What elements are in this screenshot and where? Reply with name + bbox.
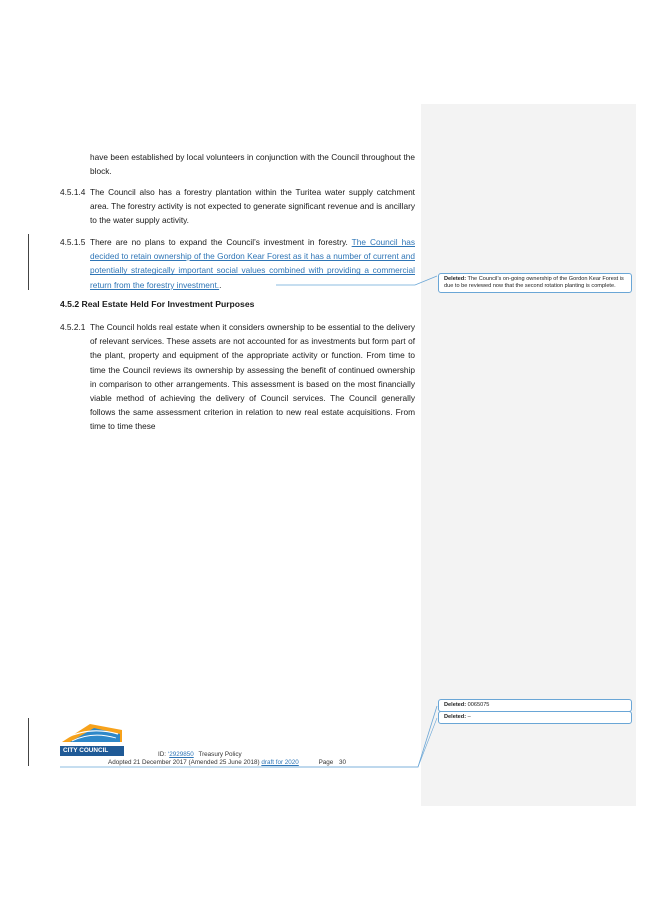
paragraph-continuation: have been established by local volunteers in conjunction with the Council throughout the block. bbox=[90, 152, 415, 177]
paragraph-number: 4.5.1.4 bbox=[60, 187, 86, 197]
footer-draft-text[interactable]: draft for 2020 bbox=[261, 759, 299, 766]
paragraph-4515 bbox=[90, 235, 415, 292]
footer-id-value[interactable]: 2929850 bbox=[169, 751, 194, 758]
deleted-comment-balloon[interactable] bbox=[438, 273, 632, 293]
paragraph-text: There are no plans to expand the Council’s investment in forestry. bbox=[90, 237, 348, 247]
change-bar bbox=[28, 234, 29, 290]
footer-id-mark: ‘ bbox=[167, 751, 170, 758]
deleted-comment-balloon[interactable] bbox=[438, 711, 632, 724]
comment-text: 0065075 bbox=[467, 702, 490, 708]
comment-text: – bbox=[467, 714, 471, 720]
city-council-logo bbox=[60, 720, 124, 756]
footer-page-label: Page bbox=[318, 759, 334, 766]
footer-adopted-line bbox=[108, 759, 346, 767]
paragraph-4514: The Council also has a forestry plantation within the Turitea water supply catchment area. The forestry activity is not expected to generate significant revenue and is ancillary to the water supply activity. bbox=[90, 187, 415, 226]
comment-label: Deleted: bbox=[444, 714, 467, 720]
section-heading: 4.5.2 Real Estate Held For Investment Purposes bbox=[60, 299, 255, 309]
change-bar bbox=[28, 718, 29, 766]
footer-page-number: 30 bbox=[339, 759, 347, 766]
paragraph-number: 4.5.1.5 bbox=[60, 237, 86, 247]
paragraph-number: 4.5.2.1 bbox=[60, 322, 86, 332]
paragraph-4521: The Council holds real estate when it considers ownership to be essential to the delivery of relevant services. These assets are not accounted for as investments but form part of the plant, property and equipment of the appropriate activity or function. From time to time the Council reviews its ownership by assessing the benefit of continued ownership in comparison to other arrangements. This assessment is based on the most financially viable method of achieving the delivery of Council services. The Council generally follows the same assessment criterion in relation to new real estate acquisitions. From time to time these bbox=[90, 322, 415, 432]
comment-text: The Council’s on-going ownership of the Gordon Kear Forest is due to be reviewed now that the second rotation planting is complete. bbox=[444, 276, 624, 290]
footer-doc-title: Treasury Policy bbox=[198, 751, 242, 758]
logo-line-1: PALMERSTON NORTH bbox=[63, 743, 105, 747]
logo-line-2: CITY COUNCIL bbox=[63, 747, 109, 754]
inserted-text[interactable]: The Council has decided to retain ownership of the Gordon Kear Forest as it has a number of current and potentially strategically important social values combined with providing a commercial return from the forestry investment. bbox=[90, 237, 415, 290]
footer-id-line bbox=[158, 751, 242, 759]
footer-adopted-text: Adopted 21 December 2017 (Amended 25 June 2018) bbox=[108, 759, 260, 766]
comment-label: Deleted: bbox=[444, 702, 467, 708]
footer-id-label: ID: bbox=[158, 751, 167, 758]
insertion-mark: . bbox=[219, 279, 222, 290]
comment-label: Deleted: bbox=[444, 276, 467, 282]
